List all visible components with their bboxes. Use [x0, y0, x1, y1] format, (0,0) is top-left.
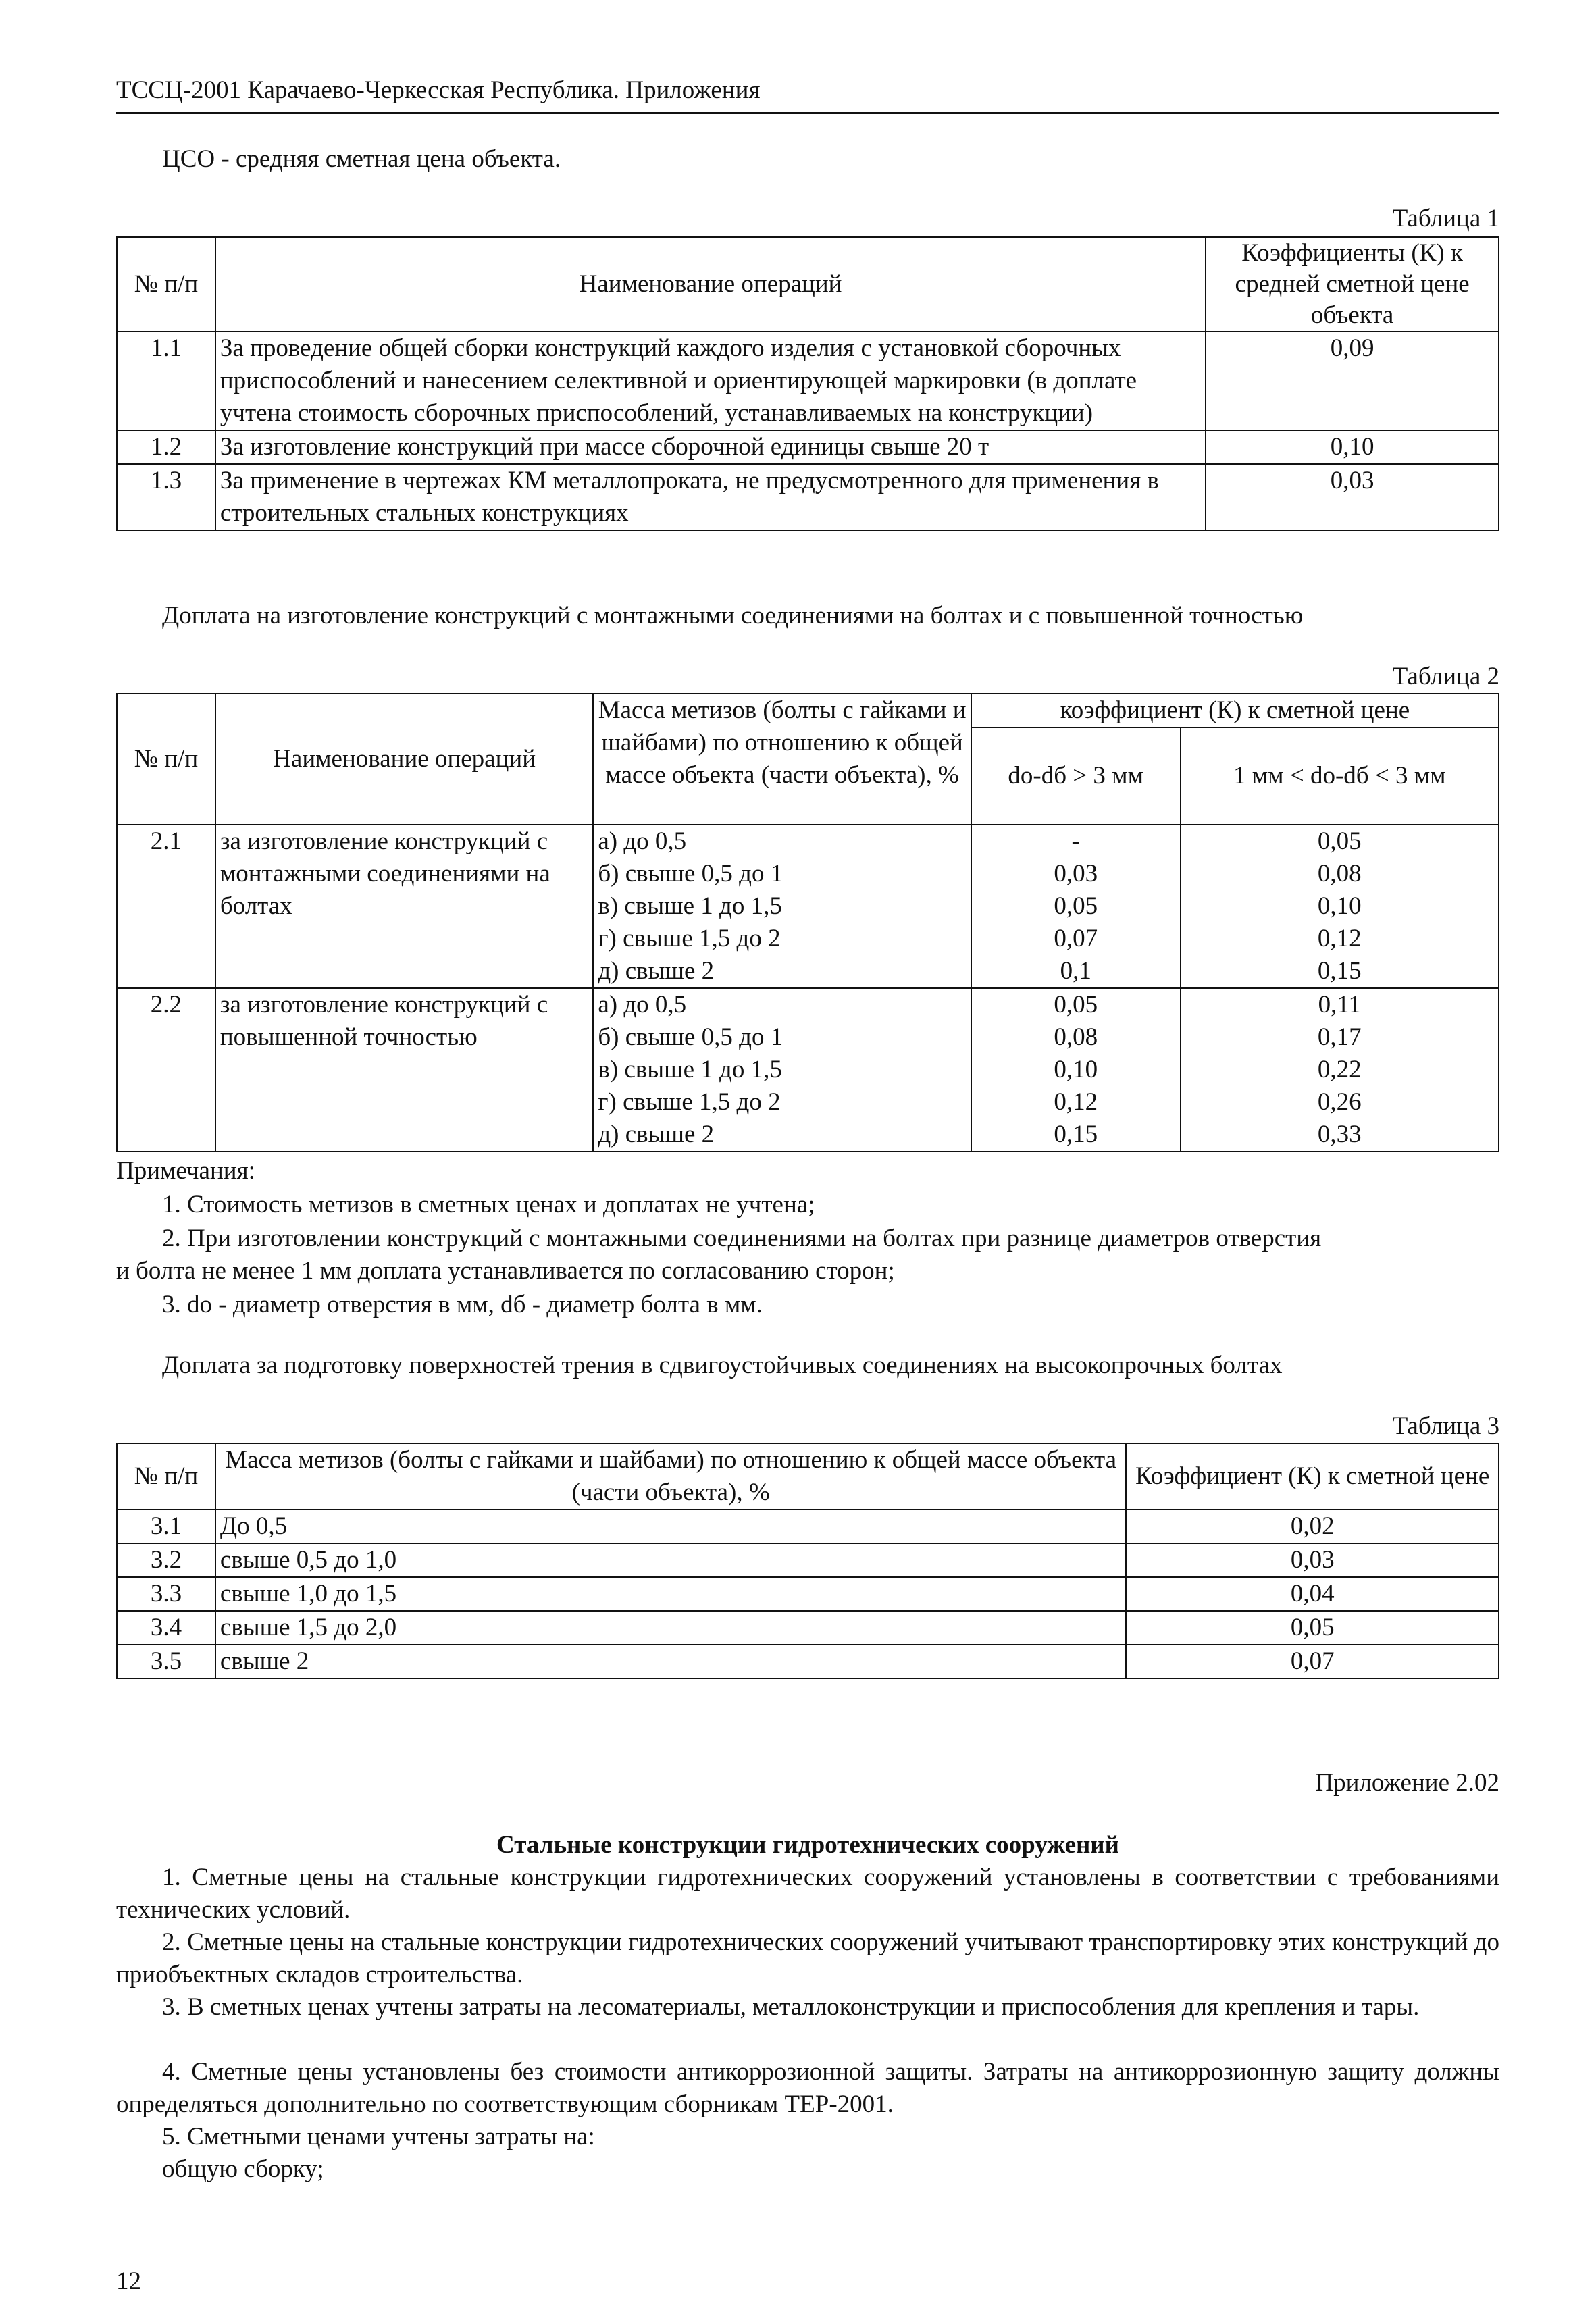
appendix-paragraph-4: 4. Сметные цены установлены без стоимости антикоррозионной защиты. Затраты на антикоррозионную защиту должны определяться дополнительно по соответствующим сборникам ТЕР-2001.	[116, 2058, 1499, 2118]
table1-cell-k: 0,03	[1206, 464, 1499, 530]
mass-range: в) свыше 1 до 1,5	[598, 892, 782, 920]
mass-range: а) до 0,5	[598, 991, 687, 1019]
table-row	[117, 1645, 1499, 1678]
mass-range: а) до 0,5	[598, 827, 687, 855]
k-value: 0,26	[1317, 1088, 1362, 1116]
table3-col-num: № п/п	[117, 1443, 215, 1510]
table2-cell-k2	[1181, 988, 1499, 1152]
table-row	[117, 464, 1499, 530]
mass-range: б) свыше 0,5 до 1	[598, 1023, 783, 1051]
table3-cell-num: 3.2	[117, 1543, 215, 1577]
appendix-paragraph-2: 2. Сметные цены на стальные конструкции гидротехнических сооружений учитывают транспортировку этих конструкций до приобъектных складов строительства.	[116, 1928, 1499, 1988]
table1-col-k: Коэффициенты (К) к средней сметной цене объекта	[1206, 237, 1499, 332]
k-value: 0,12	[1054, 1088, 1098, 1116]
table3-cell-num: 3.5	[117, 1645, 215, 1678]
table2-cell-name: за изготовление конструкций с повышенной точностью	[215, 988, 593, 1152]
table3-cell-k: 0,02	[1126, 1510, 1499, 1543]
table3-cell-num: 3.3	[117, 1577, 215, 1611]
table3-cell-mass: До 0,5	[215, 1510, 1127, 1543]
mass-range: б) свыше 0,5 до 1	[598, 860, 783, 888]
table2-cell-mass	[593, 988, 971, 1152]
note-2: 2. При изготовлении конструкций с монтажными соединениями на болтах при разнице диаметров отверстия	[162, 1225, 1322, 1252]
table3-cell-mass: свыше 0,5 до 1,0	[215, 1543, 1127, 1577]
k-value: 0,05	[1317, 827, 1362, 855]
k-value: 0,08	[1317, 860, 1362, 888]
table2-col-k-group: коэффициент (К) к сметной цене	[971, 694, 1499, 727]
mass-range: в) свыше 1 до 1,5	[598, 1056, 782, 1083]
notes-heading: Примечания:	[116, 1157, 255, 1185]
table3-cell-mass: свыше 1,0 до 1,5	[215, 1577, 1127, 1611]
running-header: ТССЦ-2001 Карачаево-Черкесская Республика. Приложения	[116, 76, 761, 104]
table2-cell-k1	[971, 825, 1181, 988]
k-value: 0,03	[1054, 860, 1098, 888]
section2-title: Доплата на изготовление конструкций с монтажными соединениями на болтах и с повышенной точностью	[162, 602, 1304, 629]
table2-header-row	[117, 694, 1499, 727]
table3-col-k: Коэффициент (К) к сметной цене	[1126, 1443, 1499, 1510]
k-value: 0,10	[1317, 892, 1362, 920]
table3-cell-k: 0,05	[1126, 1611, 1499, 1645]
table1-cell-num: 1.2	[117, 430, 215, 464]
table3-cell-mass: свыше 1,5 до 2,0	[215, 1611, 1127, 1645]
section3-title: Доплата за подготовку поверхностей трения в сдвигоустойчивых соединениях на высокопрочных болтах	[162, 1352, 1283, 1379]
k-value: 0,11	[1318, 991, 1361, 1019]
mass-range: г) свыше 1,5 до 2	[598, 1088, 781, 1116]
table-row	[117, 1510, 1499, 1543]
table3-header-row	[117, 1443, 1499, 1510]
k-value: 0,15	[1317, 957, 1362, 985]
k-value: 0,10	[1054, 1056, 1098, 1083]
table3-cell-k: 0,03	[1126, 1543, 1499, 1577]
table2-col-name: Наименование операций	[215, 694, 593, 825]
k-value: 0,33	[1317, 1121, 1362, 1148]
header-rule	[116, 112, 1499, 114]
table1-cell-k: 0,09	[1206, 332, 1499, 430]
appendix-label: Приложение 2.02	[1315, 1769, 1499, 1797]
table1-cell-name: За проведение общей сборки конструкций каждого изделия с установкой сборочных приспособлений и нанесением селективной и ориентирующей маркировки (в доплате учтена стоимость сборочных приспособлений, устанавливаемых на конструкции)	[215, 332, 1206, 430]
table1	[116, 236, 1499, 531]
table-row	[117, 825, 1499, 988]
intro-line: ЦСО - средняя сметная цена объекта.	[162, 145, 561, 173]
appendix-paragraph-6: общую сборку;	[162, 2155, 324, 2183]
table1-cell-name: За применение в чертежах КМ металлопроката, не предусмотренного для применения в строительных стальных конструкциях	[215, 464, 1206, 530]
table2-cell-mass	[593, 825, 971, 988]
appendix-paragraph-5: 5. Сметными ценами учтены затраты на:	[162, 2123, 595, 2151]
table2-cell-num: 2.1	[117, 825, 215, 988]
note-2-continued: и болта не менее 1 мм доплата устанавливается по согласованию сторон;	[116, 1257, 895, 1285]
appendix-paragraph-3: 3. В сметных ценах учтены затраты на лесоматериалы, металлоконструкции и приспособления для крепления и тары.	[162, 1993, 1420, 2021]
mass-range: д) свыше 2	[598, 957, 715, 985]
k-value: 0,08	[1054, 1023, 1098, 1051]
table2-col-mass: Масса метизов (болты с гайками и шайбами) по отношению к общей массе объекта (части объекта), %	[593, 694, 971, 825]
appendix-paragraph-1: 1. Сметные цены на стальные конструкции гидротехнических сооружений установлены в соответствии с требованиями технических условий.	[116, 1863, 1499, 1924]
table1-caption: Таблица 1	[1392, 205, 1499, 232]
k-value: 0,05	[1054, 892, 1098, 920]
table3-cell-mass: свыше 2	[215, 1645, 1127, 1678]
k-value: 0,12	[1317, 925, 1362, 952]
table-row	[117, 988, 1499, 1152]
k-value: 0,1	[1060, 957, 1091, 985]
table3-cell-k: 0,07	[1126, 1645, 1499, 1678]
table1-cell-name: За изготовление конструкций при массе сборочной единицы свыше 20 т	[215, 430, 1206, 464]
table-row	[117, 430, 1499, 464]
table-row	[117, 332, 1499, 430]
table-row	[117, 1543, 1499, 1577]
table2-col-k2: 1 мм < do-dб < 3 мм	[1181, 727, 1499, 825]
table1-col-num: № п/п	[117, 237, 215, 332]
appendix-title: Стальные конструкции гидротехнических сооружений	[496, 1831, 1119, 1859]
mass-range: д) свыше 2	[598, 1121, 715, 1148]
table1-cell-num: 1.3	[117, 464, 215, 530]
table1-header-row	[117, 237, 1499, 332]
k-value: -	[1071, 827, 1080, 855]
table2-col-k1: do-dб > 3 мм	[971, 727, 1181, 825]
table2-cell-k1	[971, 988, 1181, 1152]
table1-cell-num: 1.1	[117, 332, 215, 430]
table3-cell-k: 0,04	[1126, 1577, 1499, 1611]
k-value: 0,17	[1317, 1023, 1362, 1051]
k-value: 0,22	[1317, 1056, 1362, 1083]
table2-col-num: № п/п	[117, 694, 215, 825]
table2-cell-k2	[1181, 825, 1499, 988]
table3-cell-num: 3.4	[117, 1611, 215, 1645]
table2-caption: Таблица 2	[1392, 663, 1499, 690]
table3	[116, 1443, 1499, 1679]
table3-caption: Таблица 3	[1392, 1412, 1499, 1440]
k-value: 0,07	[1054, 925, 1098, 952]
mass-range: г) свыше 1,5 до 2	[598, 925, 781, 952]
table2-cell-num: 2.2	[117, 988, 215, 1152]
table3-col-mass: Масса метизов (болты с гайками и шайбами) по отношению к общей массе объекта (части объекта), %	[215, 1443, 1127, 1510]
k-value: 0,15	[1054, 1121, 1098, 1148]
note-3: 3. do - диаметр отверстия в мм, dб - диаметр болта в мм.	[162, 1291, 763, 1318]
note-1: 1. Стоимость метизов в сметных ценах и доплатах не учтена;	[162, 1191, 815, 1218]
page-number: 12	[116, 2267, 141, 2295]
table-row	[117, 1611, 1499, 1645]
table1-cell-k: 0,10	[1206, 430, 1499, 464]
table-row	[117, 1577, 1499, 1611]
k-value: 0,05	[1054, 991, 1098, 1019]
table3-cell-num: 3.1	[117, 1510, 215, 1543]
table2	[116, 693, 1499, 1152]
table1-col-name: Наименование операций	[215, 237, 1206, 332]
table2-cell-name: за изготовление конструкций с монтажными соединениями на болтах	[215, 825, 593, 988]
